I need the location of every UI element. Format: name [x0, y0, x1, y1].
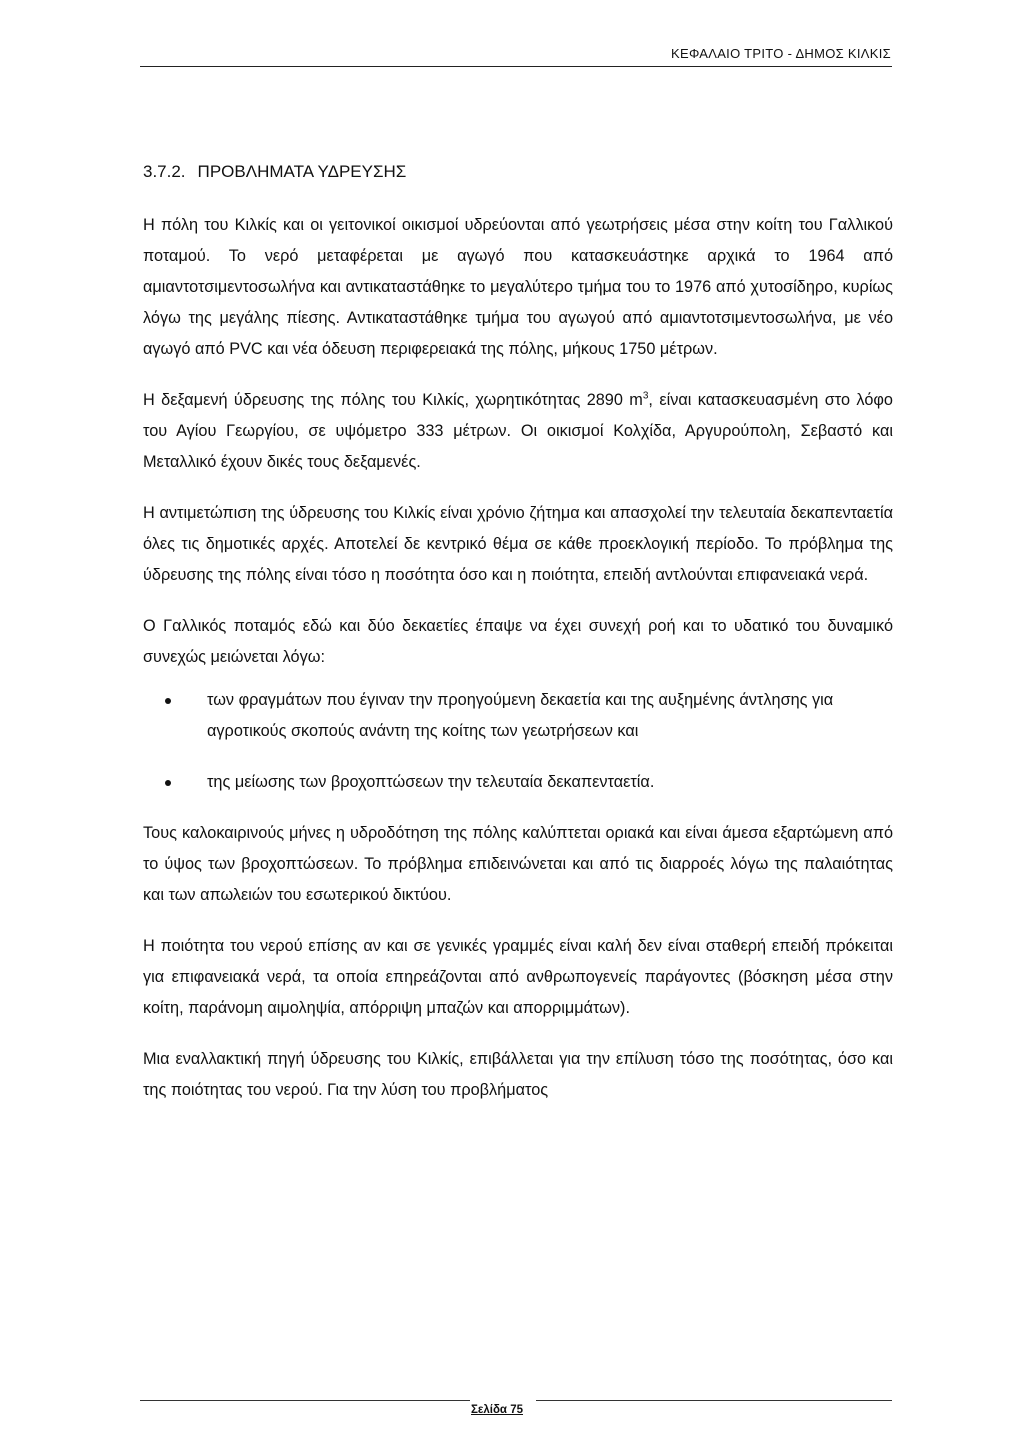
list-item: [143, 767, 893, 798]
paragraph-summer-supply: Τους καλοκαιρινούς μήνες η υδροδότηση της πόλης καλύπτεται οριακά και είναι άμεσα εξαρτώμενη από το ύψος των βροχοπτώσεων. Το πρόβλημα επιδεινώνεται και από τις διαρροές λόγω της παλαιότητας και των απωλειών του εσωτερικού δικτύου.: [143, 824, 893, 904]
list-item-text: της μείωσης των βροχοπτώσεων την τελευταία δεκαπενταετία.: [207, 773, 655, 791]
paragraph-water-source: Η πόλη του Κιλκίς και οι γειτονικοί οικισμοί υδρεύονται από γεωτρήσεις μέσα στην κοίτη του Γαλλικού ποταμού. Το νερό μεταφέρεται με αγωγό που κατασκευάστηκε αρχικά το 1964 από αμιαντοτσιμεντοσωλήνα και αντικαταστάθηκε το μεγαλύτερο τμήμα του το 1976 από χυτοσίδηρο, κυρίως λόγω της μεγάλης πίεσης. Αντικαταστάθηκε τμήμα του αγωγού από αμιαντοτσιμεντοσωλήνα, με νέο αγωγό από PVC και νέα όδευση περιφερειακά της πόλης, μήκους 1750 μέτρων.: [143, 216, 893, 358]
cubic-superscript: 3: [642, 390, 649, 402]
running-header: ΚΕΦΑΛΑΙΟ ΤΡΙΤΟ - ΔΗΜΟΣ ΚΙΛΚΙΣ: [671, 46, 891, 61]
list-item-text: των φραγμάτων που έγιναν την προηγούμενη δεκαετία και της αυξημένης άντλησης για αγροτικούς σκοπούς ανάντη της κοίτης των γεωτρήσεων και: [207, 691, 834, 740]
section-number: 3.7.2.: [143, 162, 186, 181]
bullet-icon: [165, 698, 171, 704]
footer-rule-left: [140, 1400, 470, 1401]
reservoir-text-end: , είναι κατασκευασμένη στο λόφο του Αγίου Γεωργίου, σε υψόμετρο 333 μέτρων. Οι οικισμοί Κολχίδα, Αργυρούπολη, Σεβαστό και Μεταλλικό έχουν δικές τους δεξαμενές.: [143, 391, 893, 471]
paragraph-water-quality: Η ποιότητα του νερού επίσης αν και σε γενικές γραμμές είναι καλή δεν είναι σταθερή επειδή πρόκειται για επιφανειακά νερά, τα οποία επηρεάζονται από ανθρωπογενείς παράγοντες (βόσκηση μέσα στην κοίτη, παράνομη αιμοληψία, απόρριψη μπαζών και απορριμμάτων).: [143, 937, 893, 1017]
paragraph-reservoir: [143, 385, 893, 478]
section-heading: [143, 160, 893, 184]
causes-list: [143, 685, 893, 798]
paragraph-alternative-source: Μια εναλλακτική πηγή ύδρευσης του Κιλκίς, επιβάλλεται για την επίλυση τόσο της ποσότητας, όσο και της ποιότητας του νερού. Για την λύση του προβλήματος: [143, 1050, 893, 1099]
header-rule: [140, 66, 892, 67]
page-number: Σελίδα 75: [471, 1404, 523, 1416]
paragraph-chronic-issue: Η αντιμετώπιση της ύδρευσης του Κιλκίς είναι χρόνιο ζήτημα και απασχολεί την τελευταία δεκαπενταετία όλες τις δημοτικές αρχές. Αποτελεί δε κεντρικό θέμα σε κάθε προεκλογική περίοδο. Το πρόβλημα της ύδρευσης της πόλης είναι τόσο η ποσότητα όσο και η ποιότητα, επειδή αντλούνται επιφανειακά νερά.: [143, 504, 893, 584]
footer-rule-right: [536, 1400, 892, 1401]
list-item: [143, 685, 893, 747]
page-content: [143, 160, 893, 1106]
bullet-icon: [165, 780, 171, 786]
paragraph-river-flow: Ο Γαλλικός ποταμός εδώ και δύο δεκαετίες έπαψε να έχει συνεχή ροή και το υδατικό του δυναμικό συνεχώς μειώνεται λόγω:: [143, 617, 893, 666]
reservoir-text-start: Η δεξαμενή ύδρευσης της πόλης του Κιλκίς, χωρητικότητας 2890 m: [143, 391, 643, 409]
section-title: ΠΡΟΒΛΗΜΑΤΑ ΥΔΡΕΥΣΗΣ: [197, 162, 407, 181]
